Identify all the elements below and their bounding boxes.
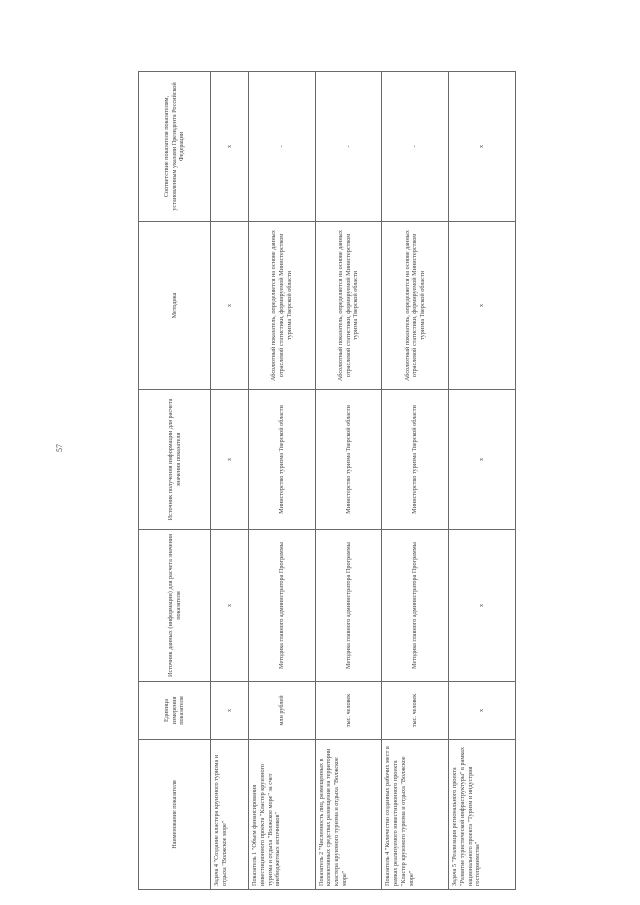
page-number: 57 bbox=[55, 444, 64, 452]
cell-unit: млн рублей bbox=[249, 682, 316, 740]
cell-methodology: x bbox=[449, 222, 516, 390]
table-row bbox=[449, 72, 516, 890]
cell-indicator-name: Показатель 1 "Объем финансирования инвестиционного проекта "Кластер круизного туризма и отдыха "Волжское море" за счет внебюджетных источников" bbox=[249, 740, 316, 890]
cell-info-source: x bbox=[449, 390, 516, 530]
table-row bbox=[382, 72, 449, 890]
cell-unit: тыс. человек bbox=[315, 682, 382, 740]
indicators-table bbox=[138, 71, 516, 890]
cell-correspondence: x bbox=[211, 72, 249, 222]
cell-data-source: x bbox=[449, 530, 516, 682]
cell-unit: x bbox=[449, 682, 516, 740]
indicators-table-wrapper bbox=[138, 72, 516, 890]
table-row bbox=[315, 72, 382, 890]
cell-info-source: Министерство туризма Тверской области bbox=[315, 390, 382, 530]
cell-data-source: Методика главного администратора Программы bbox=[315, 530, 382, 682]
header-indicator-name: Наименование показателя bbox=[139, 740, 211, 890]
header-methodology: Методика bbox=[139, 222, 211, 390]
table-row bbox=[249, 72, 316, 890]
cell-data-source: x bbox=[211, 530, 249, 682]
cell-indicator-name: Задача 5 "Реализация регионального проекта "Развитие туристической инфраструктуры" в рамках национального проекта "Туризм и индустрия гостеприимства" bbox=[449, 740, 516, 890]
header-presidential-correspondence: Соответствие показателя показателям, установленным указами Президента Российской Федерации bbox=[139, 72, 211, 222]
cell-methodology: Абсолютный показатель, определяется на основе данных отраслевой статистики, формируемой Министерством туризма Тверской области bbox=[249, 222, 316, 390]
cell-info-source: x bbox=[211, 390, 249, 530]
cell-methodology: Абсолютный показатель, определяется на основе данных отраслевой статистики, формируемой Министерством туризма Тверской области bbox=[382, 222, 449, 390]
cell-unit: тыс. человек bbox=[382, 682, 449, 740]
cell-correspondence: - bbox=[315, 72, 382, 222]
cell-methodology: x bbox=[211, 222, 249, 390]
cell-data-source: Методика главного администратора Программы bbox=[382, 530, 449, 682]
cell-methodology: Абсолютный показатель, определяется на основе данных отраслевой статистики, формируемой Министерством туризма Тверской области bbox=[315, 222, 382, 390]
cell-correspondence: - bbox=[382, 72, 449, 222]
cell-correspondence: - bbox=[249, 72, 316, 222]
header-unit: Единица измерения показателя bbox=[139, 682, 211, 740]
header-data-source: Источник данных (информации) для расчета значения показателя bbox=[139, 530, 211, 682]
cell-info-source: Министерство туризма Тверской области bbox=[249, 390, 316, 530]
cell-unit: x bbox=[211, 682, 249, 740]
header-row bbox=[139, 72, 211, 890]
cell-data-source: Методика главного администратора Программы bbox=[249, 530, 316, 682]
header-info-source: Источник получения информации для расчета значения показателя bbox=[139, 390, 211, 530]
table-row bbox=[211, 72, 249, 890]
cell-info-source: Министерство туризма Тверской области bbox=[382, 390, 449, 530]
cell-indicator-name: Показатель 2 "Численность лиц, размещенных в коллективных средствах размещения на территории кластера круизного туризма и отдыха "Волжское море" bbox=[315, 740, 382, 890]
cell-indicator-name: Показатель 4 "Количество созданных рабочих мест в рамках реализуемого инвестиционного проекта "Кластер круизного туризма и отдыха "Волжское море" bbox=[382, 740, 449, 890]
cell-correspondence: x bbox=[449, 72, 516, 222]
cell-indicator-name: Задача 4 "Создание кластера круизного туризма и отдыха "Волжское море" bbox=[211, 740, 249, 890]
